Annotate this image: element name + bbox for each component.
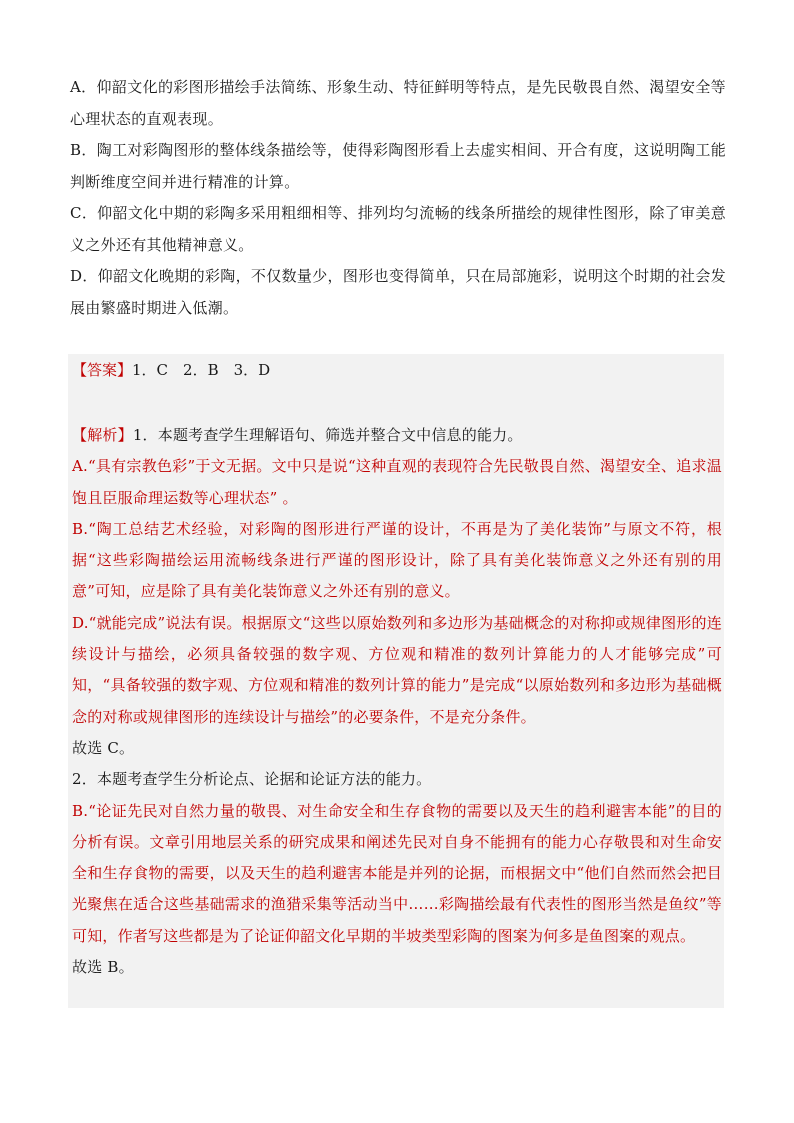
- answer-line: [72, 358, 270, 382]
- analysis-q1-d: D.“就能完成”说法有误。根据原文“这些以原始数列和多边形为基础概念的对称抑或规律图形的连续设计与描绘，必须具备较强的数字观、方位观和精准的数列计算能力的人才能够完成”可知，“具备较强的数字观、方位观和精准的数列计算的能力”是完成“以原始数列和多边形为基础概念的对称或规律图形的连续设计与描绘”的必要条件，不是充分条件。: [72, 613, 722, 726]
- analysis-q1-choice: 故选 C。: [72, 738, 135, 757]
- option-list: [70, 72, 726, 324]
- answer-section: [68, 354, 724, 1008]
- option-d: D．仰韶文化晚期的彩陶，不仅数量少，图形也变得简单，只在局部施彩，说明这个时期的社会发展由繁盛时期进入低潮。: [70, 267, 726, 317]
- analysis-intro: 1．本题考查学生理解语句、筛选并整合文中信息的能力。: [132, 426, 523, 444]
- option-c: C．仰韶文化中期的彩陶多采用粗细相等、排列均匀流畅的线条所描绘的规律性图形，除了审美意义之外还有其他精神意义。: [70, 204, 726, 254]
- analysis-q2-b: B.“论证先民对自然力量的敬畏、对生命安全和生存食物的需要以及天生的趋利避害本能”的目的分析有误。文章引用地层关系的研究成果和阐述先民对自身不能拥有的能力心存敬畏和对生命安全和生存食物的需要，以及天生的趋利避害本能是并列的论据，而根据文中“他们自然而然会把目光聚焦在适合这些基础需求的渔猎采集等活动当中……彩陶描绘最有代表性的图形当然是鱼纹”等可知，作者写这些都是为了论证仰韶文化早期的半坡类型彩陶的图案为何多是鱼图案的观点。: [72, 801, 722, 945]
- analysis-q2-intro: 2．本题考查学生分析论点、论据和论证方法的能力。: [72, 770, 432, 789]
- answer-text: 1．C 2．B 3．D: [132, 361, 271, 379]
- analysis-tag: 【解析】: [72, 426, 133, 444]
- option-a: A．仰韶文化的彩图形描绘手法简练、形象生动、特征鲜明等特点，是先民敬畏自然、渴望安全等心理状态的直观表现。: [70, 78, 726, 128]
- analysis-q2-choice: 故选 B。: [72, 958, 134, 977]
- analysis-intro-line: [72, 420, 722, 451]
- option-b: B．陶工对彩陶图形的整体线条描绘等，使得彩陶图形看上去虚实相间、开合有度，这说明陶工能判断维度空间并进行精准的计算。: [70, 141, 726, 191]
- analysis-section: [72, 420, 722, 983]
- answer-tag: 【答案】: [72, 361, 133, 379]
- analysis-q1-a: A.“具有宗教色彩”于文无据。文中只是说“这种直观的表现符合先民敬畏自然、渴望安全、追求温饱且臣服命理运数等心理状态” 。: [72, 457, 722, 507]
- analysis-q1-b: B.“陶工总结艺术经验，对彩陶的图形进行严谨的设计，不再是为了美化装饰”与原文不符，根据“这些彩陶描绘运用流畅线条进行严谨的图形设计，除了具有美化装饰意义之外还有别的用意”可知，应是除了具有美化装饰意义之外还有别的意义。: [72, 519, 722, 601]
